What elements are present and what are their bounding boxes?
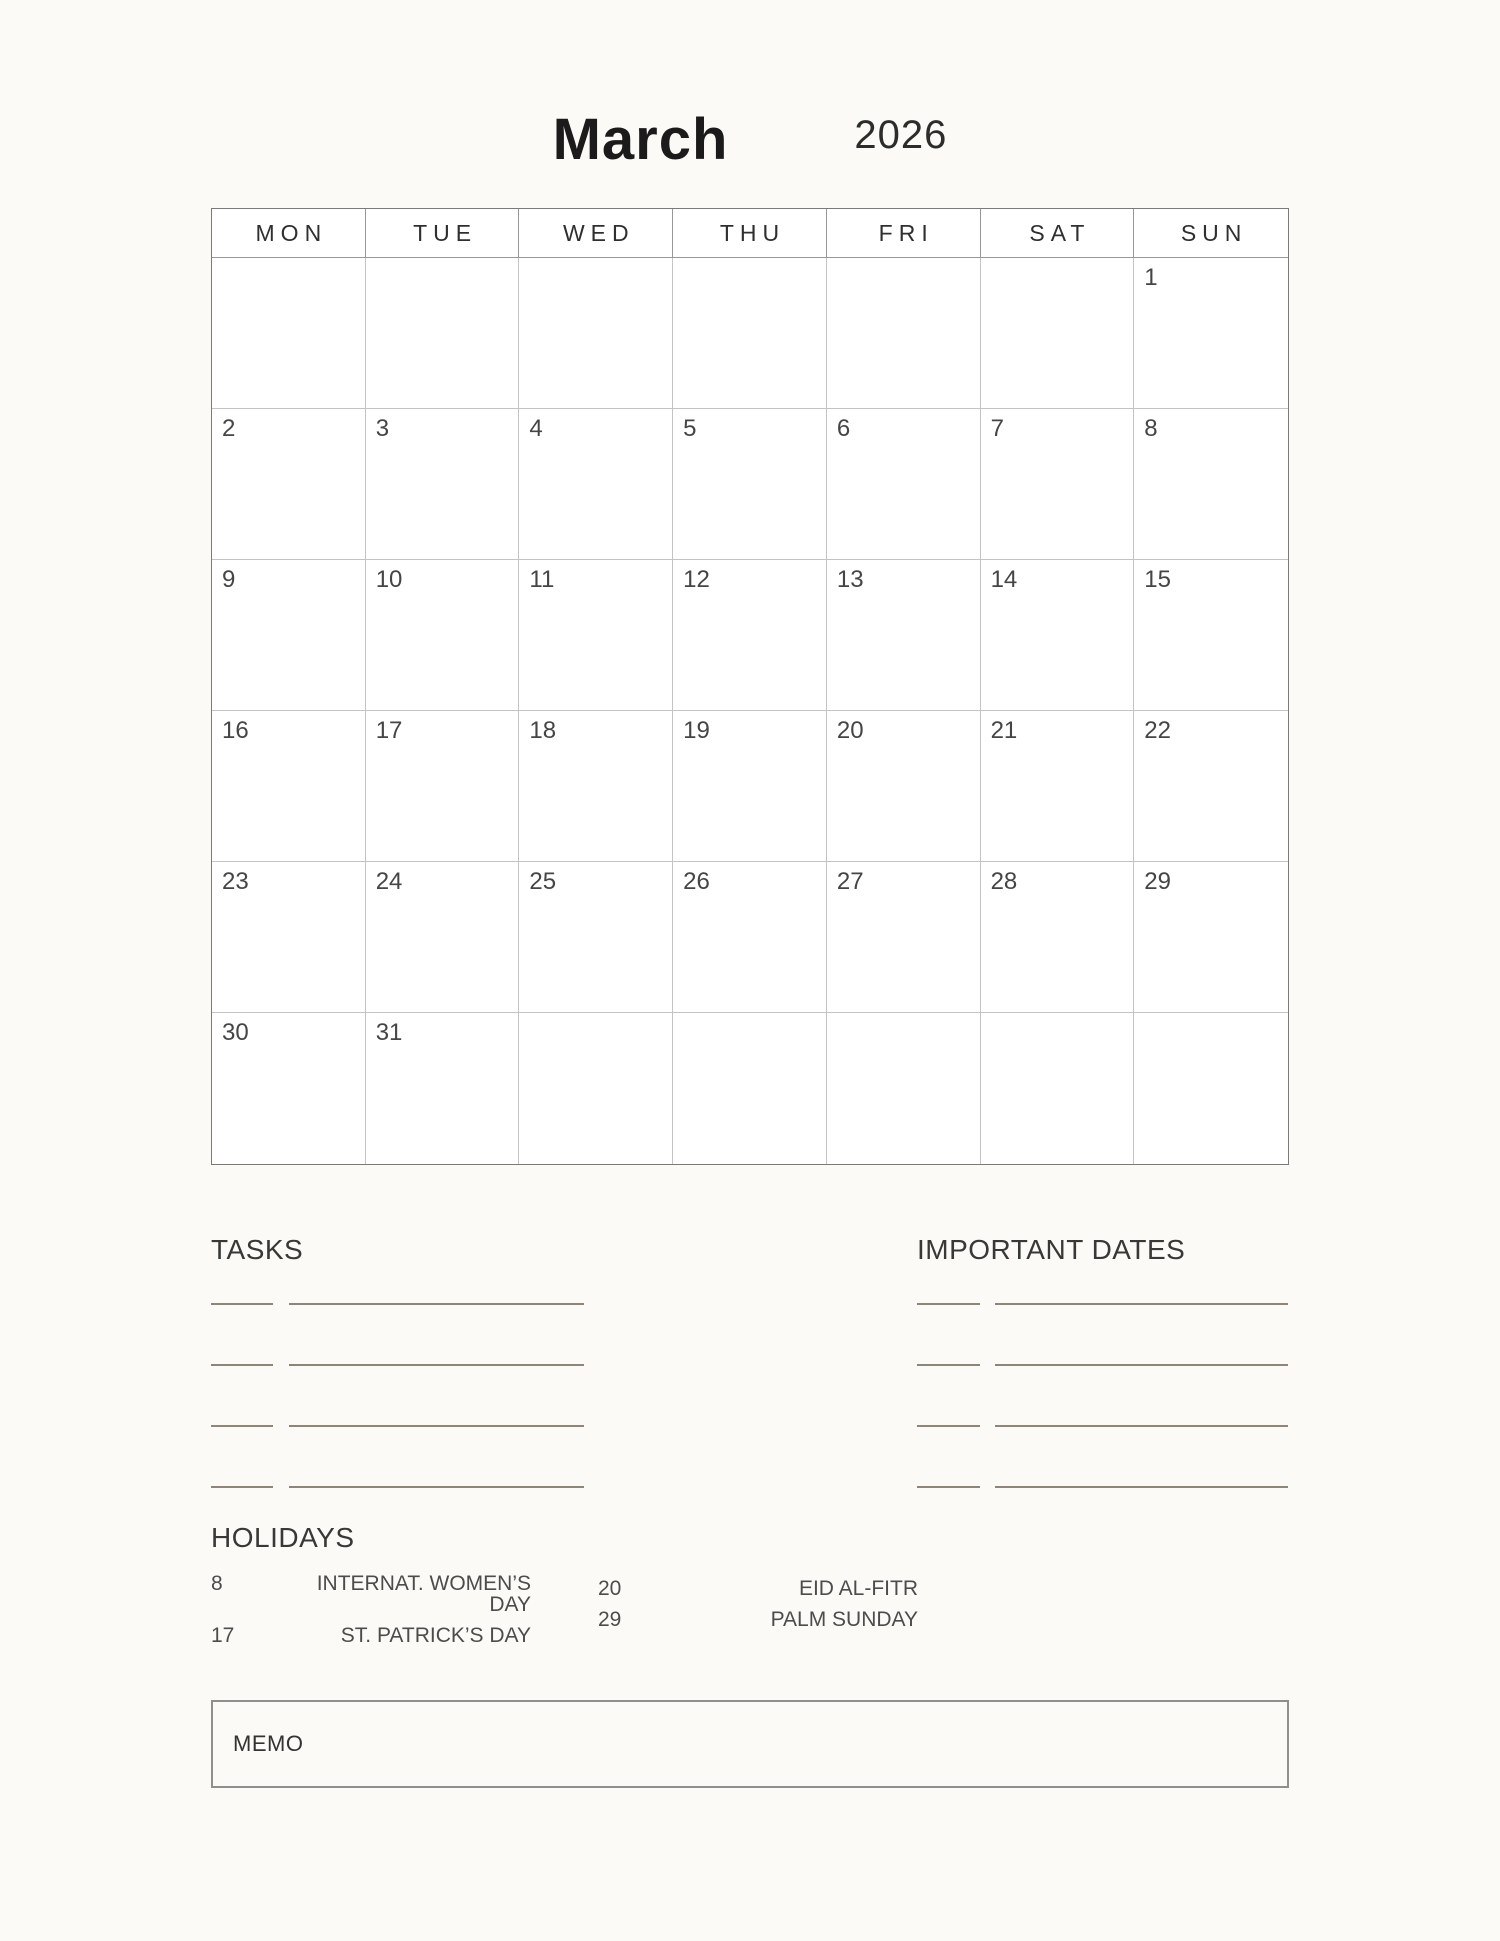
write-in-line-long <box>995 1303 1288 1305</box>
month-grid <box>211 208 1289 1165</box>
day-cell-7: 7 <box>981 409 1135 560</box>
day-cell-empty <box>519 1013 673 1164</box>
weekday-header-row <box>212 209 1288 258</box>
day-cell-28: 28 <box>981 862 1135 1013</box>
write-in-line-long <box>289 1486 584 1488</box>
day-cell-15: 15 <box>1134 560 1288 711</box>
weekday-header-sun: SUN <box>1134 209 1288 258</box>
holiday-item <box>211 1625 531 1646</box>
day-cell-24: 24 <box>366 862 520 1013</box>
weekday-header-thu: THU <box>673 209 827 258</box>
day-cell-empty <box>981 1013 1135 1164</box>
day-cell-21: 21 <box>981 711 1135 862</box>
write-in-line-long <box>995 1364 1288 1366</box>
day-cell-empty <box>366 258 520 409</box>
weekday-header-sat: SAT <box>981 209 1135 258</box>
day-cell-1: 1 <box>1134 258 1288 409</box>
day-cell-19: 19 <box>673 711 827 862</box>
day-cell-9: 9 <box>212 560 366 711</box>
day-cell-3: 3 <box>366 409 520 560</box>
write-in-line-long <box>995 1425 1288 1427</box>
day-cell-empty <box>673 258 827 409</box>
write-in-line-short <box>917 1303 980 1305</box>
day-cell-2: 2 <box>212 409 366 560</box>
holiday-name: ST. PATRICK’S DAY <box>340 1624 531 1647</box>
day-cell-27: 27 <box>827 862 981 1013</box>
write-in-line-long <box>995 1486 1288 1488</box>
holidays-heading: HOLIDAYS <box>211 1522 355 1553</box>
tasks-heading: TASKS <box>211 1234 304 1265</box>
write-in-line-short <box>917 1364 980 1366</box>
day-cell-17: 17 <box>366 711 520 862</box>
holiday-day: 17 <box>211 1624 235 1647</box>
day-cell-empty <box>827 1013 981 1164</box>
page-title <box>0 107 1500 172</box>
weekday-header-tue: TUE <box>366 209 520 258</box>
write-in-line-long <box>289 1364 584 1366</box>
year-title: 2026 <box>854 113 948 157</box>
holiday-name: EID AL-FITR <box>798 1577 918 1600</box>
write-in-line-short <box>211 1425 273 1427</box>
holiday-name: PALM SUNDAY <box>770 1608 918 1631</box>
holiday-item <box>598 1609 918 1630</box>
write-in-line-short <box>211 1303 273 1305</box>
day-cell-22: 22 <box>1134 711 1288 862</box>
day-cell-8: 8 <box>1134 409 1288 560</box>
day-cell-6: 6 <box>827 409 981 560</box>
day-cell-30: 30 <box>212 1013 366 1164</box>
day-cell-empty <box>519 258 673 409</box>
day-cell-13: 13 <box>827 560 981 711</box>
holiday-day: 8 <box>211 1572 223 1595</box>
day-cell-empty <box>827 258 981 409</box>
holidays-left-column <box>211 1573 531 1656</box>
month-title: March <box>552 107 729 172</box>
memo-label: MEMO <box>233 1731 304 1756</box>
write-in-line-short <box>917 1425 980 1427</box>
weekday-header-wed: WED <box>519 209 673 258</box>
write-in-line-short <box>211 1364 273 1366</box>
day-cell-11: 11 <box>519 560 673 711</box>
day-cell-empty <box>212 258 366 409</box>
day-cell-4: 4 <box>519 409 673 560</box>
day-cell-25: 25 <box>519 862 673 1013</box>
holiday-day: 20 <box>598 1577 622 1600</box>
memo-box <box>211 1700 1289 1788</box>
day-cell-empty <box>1134 1013 1288 1164</box>
day-cell-18: 18 <box>519 711 673 862</box>
day-cell-10: 10 <box>366 560 520 711</box>
day-cell-14: 14 <box>981 560 1135 711</box>
holiday-name: INTERNAT. WOMEN’S DAY <box>316 1572 531 1616</box>
day-cell-16: 16 <box>212 711 366 862</box>
day-cell-23: 23 <box>212 862 366 1013</box>
write-in-line-long <box>289 1425 584 1427</box>
day-cell-20: 20 <box>827 711 981 862</box>
weekday-header-mon: MON <box>212 209 366 258</box>
day-cell-31: 31 <box>366 1013 520 1164</box>
important-dates-heading: IMPORTANT DATES <box>917 1234 1186 1265</box>
holiday-item <box>211 1573 531 1615</box>
write-in-line-short <box>211 1486 273 1488</box>
weekday-header-fri: FRI <box>827 209 981 258</box>
day-cell-grid <box>212 258 1288 1164</box>
day-cell-12: 12 <box>673 560 827 711</box>
day-cell-empty <box>981 258 1135 409</box>
holiday-item <box>598 1578 918 1599</box>
holiday-day: 29 <box>598 1608 622 1631</box>
write-in-line-short <box>917 1486 980 1488</box>
day-cell-empty <box>673 1013 827 1164</box>
day-cell-29: 29 <box>1134 862 1288 1013</box>
day-cell-26: 26 <box>673 862 827 1013</box>
day-cell-5: 5 <box>673 409 827 560</box>
holidays-right-column <box>598 1578 918 1640</box>
write-in-line-long <box>289 1303 584 1305</box>
